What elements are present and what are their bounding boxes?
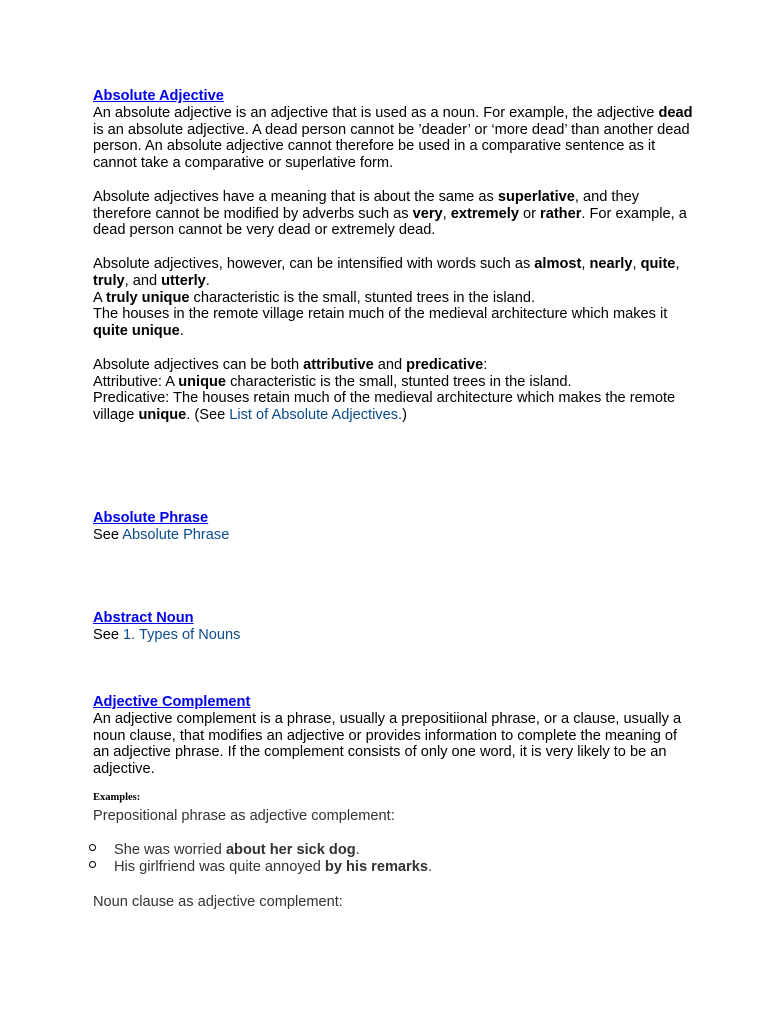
attributive-example: Attributive: A unique characteristic is the small, stunted trees in the island. (93, 373, 572, 390)
absolute-phrase-see: See Absolute Phrase (93, 526, 230, 543)
prepositional-phrase-intro: Prepositional phrase as adjective complement: (93, 808, 395, 824)
circle-bullet-icon (89, 861, 96, 868)
noun-clause-intro: Noun clause as adjective complement: (93, 894, 343, 910)
heading-absolute-adjective-link[interactable]: Absolute Adjective (93, 88, 224, 104)
absolute-adjective-intensifiers: Absolute adjectives, however, can be intensified with words such as almost, nearly, quite, truly, and utterly. (93, 255, 680, 289)
example-bullet-list (93, 842, 693, 876)
heading-adjective-complement-link[interactable]: Adjective Complement (93, 694, 251, 710)
section-absolute-phrase (93, 510, 693, 544)
examples-label: Examples: (93, 792, 141, 803)
list-item: She was worried about her sick dog. (93, 842, 693, 859)
heading-absolute-phrase-link[interactable]: Absolute Phrase (93, 510, 209, 526)
absolute-adjective-definition: An absolute adjective is an adjective that is used as a noun. For example, the adjective dead is an absolute adjective. A dead person cannot be ’deader’ or ‘more dead’ than another dead person. An absolute adjective cannot therefore be used in a comparative sentence as it cannot take a comparative or superlative form. (93, 104, 693, 172)
attributive-predicative-intro: Absolute adjectives can be both attributive and predicative: (93, 356, 488, 373)
example-quite-unique: The houses in the remote village retain much of the medieval architecture which makes it quite unique. (93, 306, 668, 340)
heading-abstract-noun-link[interactable]: Abstract Noun (93, 610, 194, 626)
absolute-phrase-link[interactable]: Absolute Phrase (122, 526, 230, 543)
section-adjective-complement (93, 694, 693, 778)
absolute-adjective-meaning: Absolute adjectives have a meaning that is about the same as superlative, and they therefore cannot be modified by adverbs such as very, extremely or rather. For example, a dead person cannot be very dead or extremely dead. (93, 188, 687, 239)
adjective-complement-definition: An adjective complement is a phrase, usually a prepositiional phrase, or a clause, usually a noun clause, that modifies an adjective or provides information to complete the meaning of an adjective phrase. If the complement consists of only one word, it is very likely to be an adjective. (93, 710, 682, 778)
section-abstract-noun (93, 610, 693, 644)
predicative-example: Predicative: The houses retain much of the medieval architecture which makes the remote village unique. (See List of Absolute Adjectives.) (93, 390, 676, 424)
list-item: His girlfriend was quite annoyed by his remarks. (93, 859, 693, 876)
abstract-noun-see: See 1. Types of Nouns (93, 626, 241, 643)
section-absolute-adjective (93, 88, 693, 424)
example-truly-unique: A truly unique characteristic is the small, stunted trees in the island. (93, 289, 536, 306)
types-of-nouns-link[interactable]: 1. Types of Nouns (123, 626, 241, 643)
list-of-absolute-adjectives-link[interactable]: List of Absolute Adjectives. (229, 407, 403, 424)
circle-bullet-icon (89, 844, 96, 851)
